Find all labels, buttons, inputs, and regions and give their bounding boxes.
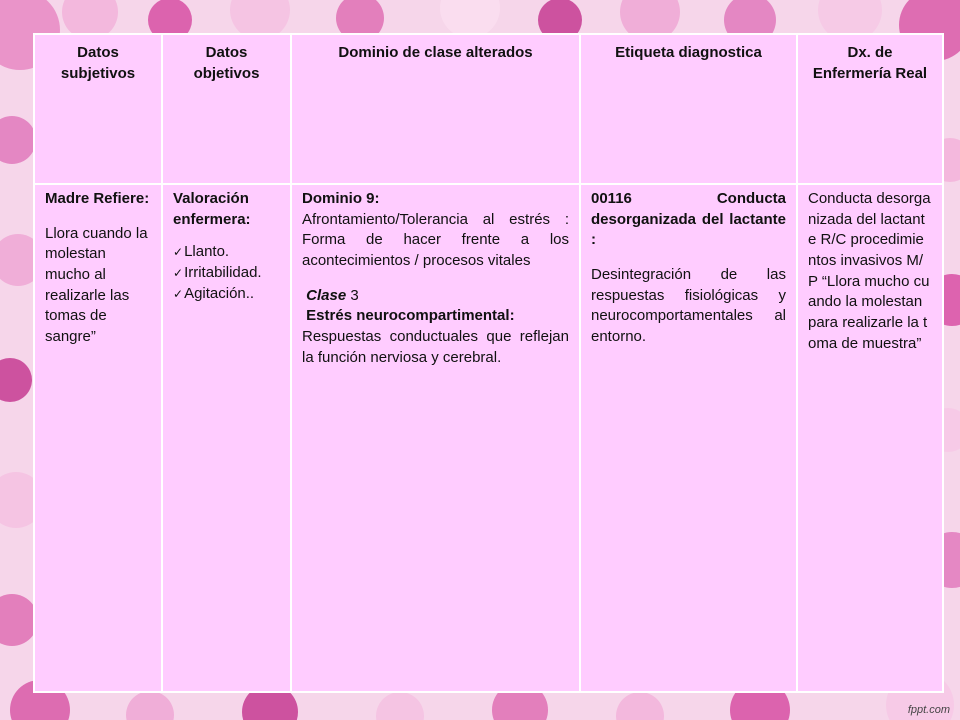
header-etiqueta: Etiqueta diagnostica (580, 34, 797, 184)
etiqueta-heading: 00116 Conducta desorganizada del lactante : (591, 190, 786, 249)
checkmark-icon: ✓ (173, 266, 184, 281)
watermark: fppt.com (907, 704, 950, 716)
clase-number: 3 (350, 286, 359, 304)
list-item: ✓ Agitación.. (173, 284, 255, 302)
header-datos-objetivos: Datos objetivos (162, 34, 291, 184)
cell-subjetivos (34, 184, 162, 692)
objetivos-list (173, 242, 280, 304)
cell-dominio (291, 184, 580, 692)
nursing-diagnosis-table (33, 33, 944, 693)
clase-line (302, 286, 569, 307)
clase-label: Clase (306, 286, 347, 304)
subjetivos-text: Llora cuando la molestan mucho al realizarle las tomas de sangre” (45, 224, 148, 346)
list-item: ✓ Llanto. (173, 243, 230, 261)
list-item: ✓ Irritabilidad. (173, 264, 262, 282)
header-dominio: Dominio de clase alterados (291, 34, 580, 184)
dx-text: Conducta desorganizada del lactante R/C procedimientos invasivos M/P “Llora mucho cuando la molestan para realizarle la toma de muestra” (808, 190, 931, 352)
content-row (34, 184, 943, 692)
cell-etiqueta (580, 184, 797, 692)
clase-text: Respuestas conductuales que reflejan la función nerviosa y cerebral. (302, 328, 569, 366)
subjetivos-heading: Madre Refiere: (45, 190, 150, 207)
header-row (34, 34, 943, 184)
checkmark-icon: ✓ (173, 245, 184, 260)
cell-objetivos (162, 184, 291, 692)
cell-dx (797, 184, 943, 692)
objetivos-heading: Valoración enfermera: (173, 190, 251, 228)
header-datos-subjetivos: Datos subjetivos (34, 34, 162, 184)
checkmark-icon: ✓ (173, 286, 184, 301)
clase-title: Estrés neurocompartimental: (306, 307, 515, 325)
dominio-text: Afrontamiento/Tolerancia al estrés : Forma de hacer frente a los acontecimientos / procesos vitales (302, 210, 569, 270)
header-dx-enfermeria: Dx. de Enfermería Real (797, 34, 943, 184)
dominio-heading: Dominio 9: (302, 190, 380, 207)
etiqueta-text: Desintegración de las respuestas fisiológicas y neurocomportamentales al entorno. (591, 266, 786, 346)
